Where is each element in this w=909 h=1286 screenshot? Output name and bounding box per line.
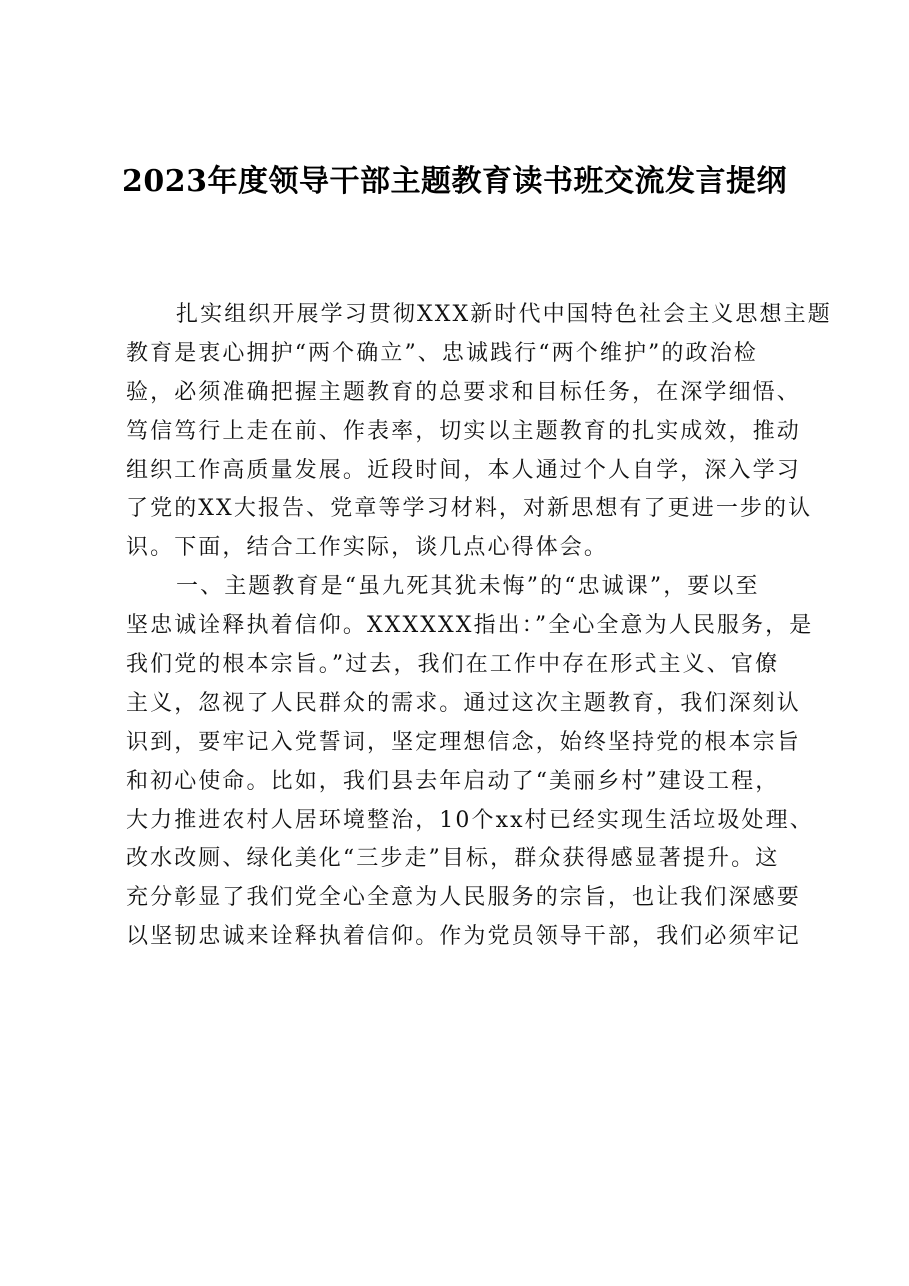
paragraph-line: 了党的XX大报告、党章等学习材料，对新思想有了更进一步的认: [126, 496, 813, 522]
paragraph-line: 和初心使命。比如，我们县去年启动了“美丽乡村”建设工程，: [126, 768, 780, 794]
paragraph-line: 坚忠诚诠释执着信仰。XXXXXX指出：”全心全意为人民服务，是: [126, 613, 814, 639]
paragraph-line: 一、主题教育是“虽九死其犹未悔”的“忠诚课”，要以至: [176, 574, 760, 600]
paragraph-line: 主义，忽视了人民群众的需求。通过这次主题教育，我们深刻认: [126, 690, 801, 716]
paragraph-line: 我们党的根本宗旨。”过去，我们在工作中存在形式主义、官僚: [126, 652, 780, 678]
paragraph-line: 识到，要牢记入党誓词，坚定理想信念，始终坚持党的根本宗旨: [126, 729, 801, 755]
document-body: [126, 296, 832, 957]
paragraph-line: 充分彰显了我们党全心全意为人民服务的宗旨，也让我们深感要: [126, 885, 801, 911]
paragraph-line: 扎实组织开展学习贯彻XXX新时代中国特色社会主义思想主题: [176, 302, 832, 327]
paragraph-line: 组织工作高质量发展。近段时间，本人通过个人自学，深入学习: [126, 457, 801, 483]
paragraph-line: 改水改厕、绿化美化“三步走”目标，群众获得感显著提升。这: [126, 846, 780, 872]
paragraph-line: 笃信笃行上走在前、作表率，切实以主题教育的扎实成效，推动: [126, 418, 801, 444]
paragraph-line: 验，必须准确把握主题教育的总要求和目标任务，在深学细悟、: [126, 379, 801, 405]
paragraph-line: 识。下面，结合工作实际，谈几点心得体会。: [126, 535, 609, 561]
paragraph-line: 大力推进农村人居环境整治，10个xx村已经实现生活垃圾处理、: [126, 807, 814, 833]
document-title: 2023年度领导干部主题教育读书班交流发言提纲: [122, 164, 787, 199]
paragraph-line: 教育是衷心拥护“两个确立”、忠诚践行“两个维护”的政治检: [126, 340, 758, 366]
paragraph-line: 以坚韧忠诚来诠释执着信仰。作为党员领导干部，我们必须牢记: [126, 924, 801, 950]
